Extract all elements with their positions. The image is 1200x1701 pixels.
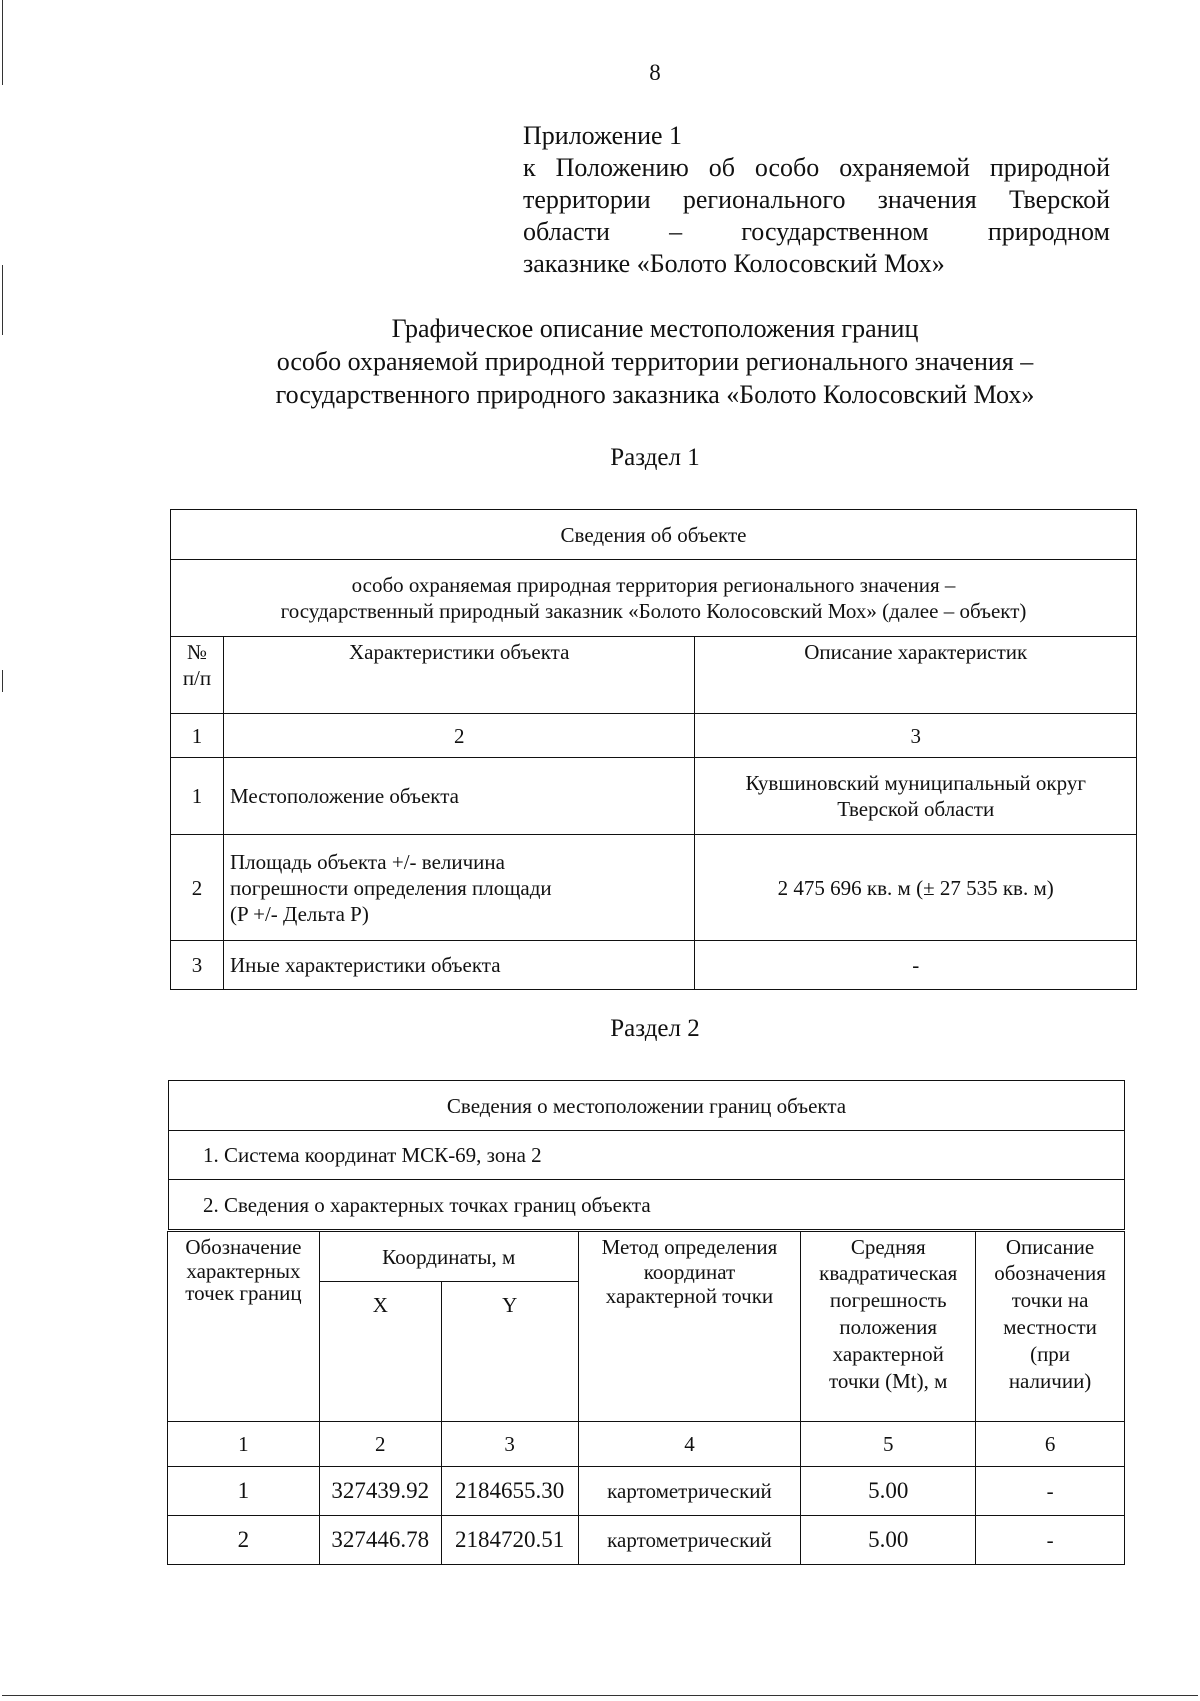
header-x: X bbox=[319, 1282, 441, 1422]
column-index: 3 bbox=[695, 714, 1137, 758]
header-line: погрешность bbox=[829, 1288, 947, 1312]
object-info-table bbox=[170, 509, 1137, 990]
header-line: наличии) bbox=[1008, 1369, 1092, 1393]
characteristic-cell bbox=[223, 758, 694, 835]
page-number: 8 bbox=[649, 60, 661, 85]
header-designation bbox=[168, 1232, 320, 1422]
scan-edge-mark bbox=[2, 670, 3, 692]
column-index: 6 bbox=[976, 1422, 1125, 1467]
boundary-info-table bbox=[168, 1080, 1125, 1230]
header-line: обозначения bbox=[994, 1261, 1106, 1285]
description-line: 2 475 696 кв. м (± 27 535 кв. м) bbox=[777, 875, 1054, 900]
row-number: 3 bbox=[171, 941, 224, 990]
table-row bbox=[171, 758, 1137, 835]
title-line: Графическое описание местоположения границ bbox=[391, 314, 919, 343]
point-method: картометрический bbox=[578, 1467, 801, 1516]
point-marker: - bbox=[976, 1516, 1125, 1565]
point-y: 2184720.51 bbox=[441, 1516, 578, 1565]
header-line: Метод определения bbox=[601, 1235, 778, 1259]
description-line: Тверской области bbox=[837, 797, 995, 821]
header-no-line: № bbox=[186, 640, 207, 664]
header-y: Y bbox=[441, 1282, 578, 1422]
header-line: характерной точки bbox=[605, 1284, 774, 1308]
header-line: Обозначение bbox=[185, 1235, 302, 1259]
header-line: координат bbox=[643, 1260, 736, 1284]
header-method bbox=[578, 1232, 801, 1422]
row-number: 1 bbox=[171, 758, 224, 835]
header-error bbox=[801, 1232, 976, 1422]
header-line: положения bbox=[839, 1315, 938, 1339]
appendix-line: Приложение 1 bbox=[523, 121, 683, 150]
column-index: 4 bbox=[578, 1422, 801, 1467]
coordinate-system: 1. Система координат МСК-69, зона 2 bbox=[169, 1131, 1125, 1180]
appendix-line: территории регионального значения Тверской bbox=[523, 185, 1110, 214]
title-line: государственного природного заказника «Болото Колосовский Мох» bbox=[275, 380, 1035, 409]
description-line: Кувшиновский муниципальный округ bbox=[745, 771, 1086, 795]
column-index: 1 bbox=[168, 1422, 320, 1467]
header-no bbox=[171, 637, 224, 714]
header-line: местности bbox=[1003, 1315, 1097, 1339]
characteristic-cell bbox=[223, 835, 694, 941]
header-line: (при bbox=[1030, 1342, 1071, 1366]
header-line: квадратическая bbox=[819, 1261, 958, 1285]
object-name-line: особо охраняемая природная территория регионального значения – bbox=[351, 573, 956, 597]
appendix-line: заказнике «Болото Колосовский Мох» bbox=[523, 249, 945, 278]
header-line: характерных bbox=[186, 1259, 301, 1283]
characteristic-line: погрешности определения площади bbox=[229, 875, 552, 900]
header-line: точек границ bbox=[185, 1281, 302, 1305]
description-cell bbox=[695, 835, 1137, 941]
appendix-line: области – государственном природном bbox=[523, 217, 1110, 246]
title-line: особо охраняемой природной территории регионального значения – bbox=[276, 347, 1034, 376]
points-heading: 2. Сведения о характерных точках границ объекта bbox=[169, 1180, 1125, 1230]
table-row bbox=[168, 1467, 1125, 1516]
header-line: точки (Mt), м bbox=[829, 1369, 948, 1393]
header-line: Средняя bbox=[850, 1235, 926, 1259]
column-index: 5 bbox=[801, 1422, 976, 1467]
point-x: 327446.78 bbox=[319, 1516, 441, 1565]
header-line: характерной bbox=[832, 1342, 944, 1366]
table-title: Сведения об объекте bbox=[171, 510, 1137, 560]
section-2-heading: Раздел 2 bbox=[610, 1015, 700, 1042]
section-1-heading: Раздел 1 bbox=[610, 444, 700, 471]
table-row bbox=[171, 941, 1137, 990]
column-index: 2 bbox=[223, 714, 694, 758]
object-name-line: государственный природный заказник «Болото Колосовский Мох» (далее – объект) bbox=[280, 599, 1027, 623]
point-designation: 1 bbox=[168, 1467, 320, 1516]
column-index: 1 bbox=[171, 714, 224, 758]
scan-edge-mark bbox=[2, 265, 3, 335]
document-title bbox=[170, 312, 1140, 411]
row-number: 2 bbox=[171, 835, 224, 941]
appendix-line: к Положению об особо охраняемой природной bbox=[523, 153, 1110, 182]
point-marker: - bbox=[976, 1467, 1125, 1516]
characteristic-cell: Иные характеристики объекта bbox=[223, 941, 694, 990]
table-row bbox=[168, 1516, 1125, 1565]
point-x: 327439.92 bbox=[319, 1467, 441, 1516]
point-error: 5.00 bbox=[801, 1516, 976, 1565]
description-cell: - bbox=[695, 941, 1137, 990]
header-no-line: п/п bbox=[182, 666, 212, 690]
characteristic-line: (P +/- Дельта P) bbox=[229, 901, 369, 926]
description-cell bbox=[695, 758, 1137, 835]
column-index: 3 bbox=[441, 1422, 578, 1467]
header-marker bbox=[976, 1232, 1125, 1422]
point-y: 2184655.30 bbox=[441, 1467, 578, 1516]
header-coordinates: Координаты, м bbox=[319, 1232, 578, 1282]
characteristic-line: Местоположение объекта bbox=[229, 784, 459, 808]
table-title: Сведения о местоположении границ объекта bbox=[169, 1081, 1125, 1131]
characteristic-line: Площадь объекта +/- величина bbox=[229, 849, 505, 874]
column-index: 2 bbox=[319, 1422, 441, 1467]
object-name-cell bbox=[171, 560, 1137, 637]
header-description: Описание характеристик bbox=[695, 637, 1137, 714]
scan-edge-mark bbox=[2, 1695, 1198, 1696]
point-designation: 2 bbox=[168, 1516, 320, 1565]
header-characteristic: Характеристики объекта bbox=[223, 637, 694, 714]
point-error: 5.00 bbox=[801, 1467, 976, 1516]
header-line: точки на bbox=[1011, 1288, 1089, 1312]
header-line: Описание bbox=[1005, 1235, 1095, 1259]
table-row bbox=[171, 835, 1137, 941]
point-method: картометрический bbox=[578, 1516, 801, 1565]
appendix-header bbox=[523, 120, 1110, 280]
boundary-points-table bbox=[167, 1231, 1125, 1565]
